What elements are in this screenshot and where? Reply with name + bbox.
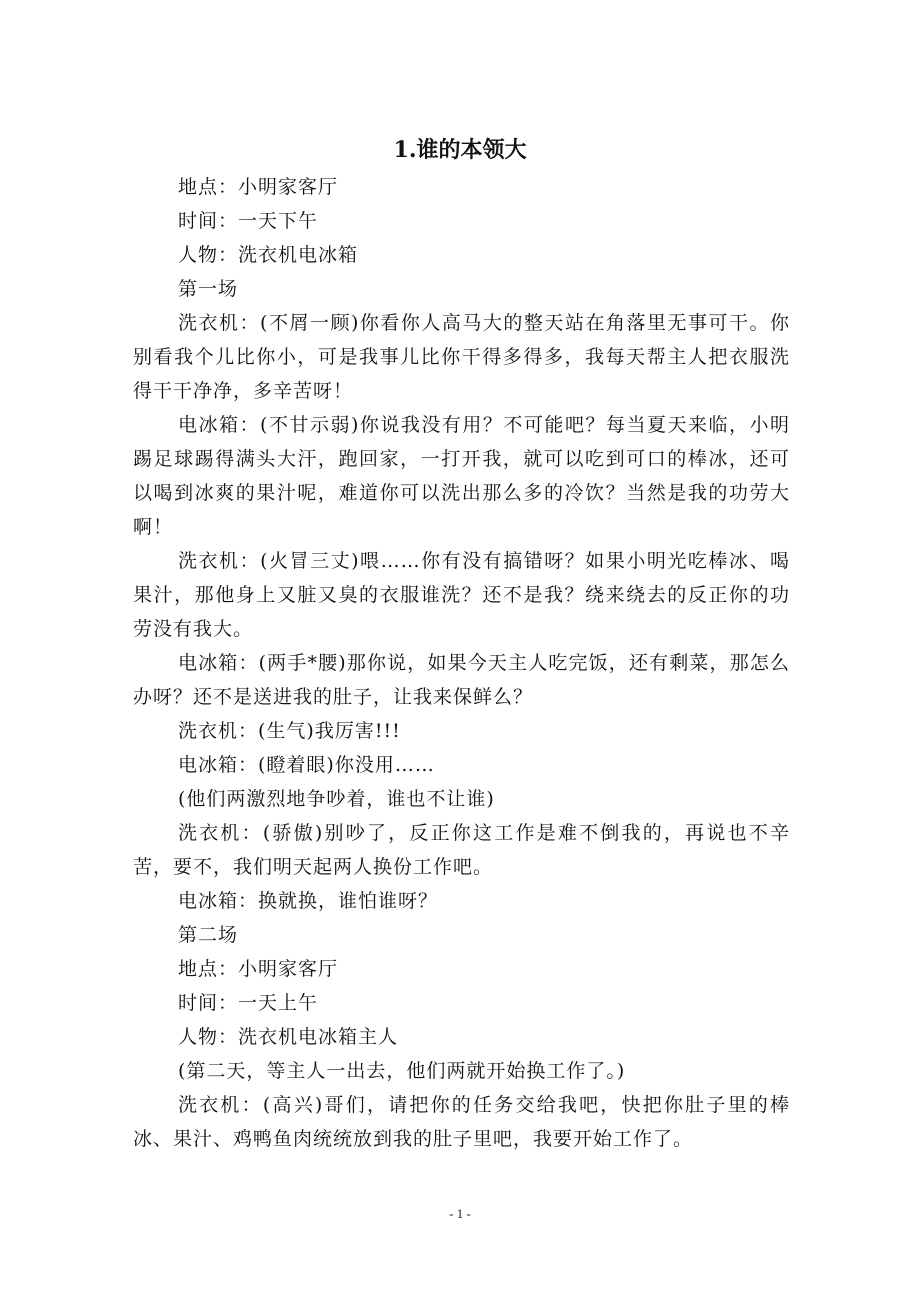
paragraph: 洗衣机：(高兴)哥们，请把你的任务交给我吧，快把你肚子里的棒冰、果汁、鸡鸭鱼肉统统放到我的肚子里吧，我要开始工作了。	[133, 1094, 790, 1150]
paragraph: (第二天，等主人一出去，他们两就开始换工作了。)	[178, 1060, 626, 1082]
paragraph: 第二场	[178, 924, 239, 946]
paragraph: 地点：小明家客厅	[178, 176, 339, 198]
paragraph: 电冰箱：(不甘示弱)你说我没有用？不可能吧？每当夏天来临，小明踢足球踢得满头大汗，跑回家，一打开我，就可以吃到可口的棒冰，还可以喝到冰爽的果汁呢，难道你可以洗出那么多的冷饮？当然是我的功劳大啊！	[133, 414, 790, 538]
document-title: 1.谁的本领大	[393, 137, 527, 163]
page-number: - 1 -	[449, 1206, 471, 1221]
paragraph: (他们两激烈地争吵着，谁也不让谁)	[178, 788, 495, 810]
paragraph: 洗衣机：(火冒三丈)喂……你有没有搞错呀？如果小明光吃棒冰、喝果汁，那他身上又脏又臭的衣服谁洗？还不是我？绕来绕去的反正你的功劳没有我大。	[133, 550, 790, 640]
paragraph: 电冰箱：(两手*腰)那你说，如果今天主人吃完饭，还有剩菜，那怎么办呀？还不是送进我的肚子，让我来保鲜么？	[133, 652, 790, 708]
paragraph: 人物：洗衣机电冰箱主人	[178, 1026, 399, 1048]
paragraph: 洗衣机：(不屑一顾)你看你人高马大的整天站在角落里无事可干。你别看我个儿比你小，可是我事儿比你干得多得多，我每天帮主人把衣服洗得干干净净，多辛苦呀！	[133, 312, 790, 402]
paragraph: 洗衣机：(骄傲)别吵了，反正你这工作是难不倒我的，再说也不辛苦，要不，我们明天起两人换份工作吧。	[133, 822, 790, 878]
paragraph: 人物：洗衣机电冰箱	[178, 244, 359, 266]
paragraph: 地点：小明家客厅	[178, 958, 339, 980]
paragraph: 电冰箱：(瞪着眼)你没用……	[178, 754, 435, 776]
paragraph: 时间：一天上午	[178, 992, 319, 1014]
paragraph: 第一场	[178, 278, 239, 300]
paragraph: 时间：一天下午	[178, 210, 319, 232]
paragraph: 洗衣机：(生气)我厉害!!!	[178, 720, 401, 742]
paragraph: 电冰箱：换就换，谁怕谁呀？	[178, 890, 439, 912]
document-body	[133, 170, 790, 1156]
